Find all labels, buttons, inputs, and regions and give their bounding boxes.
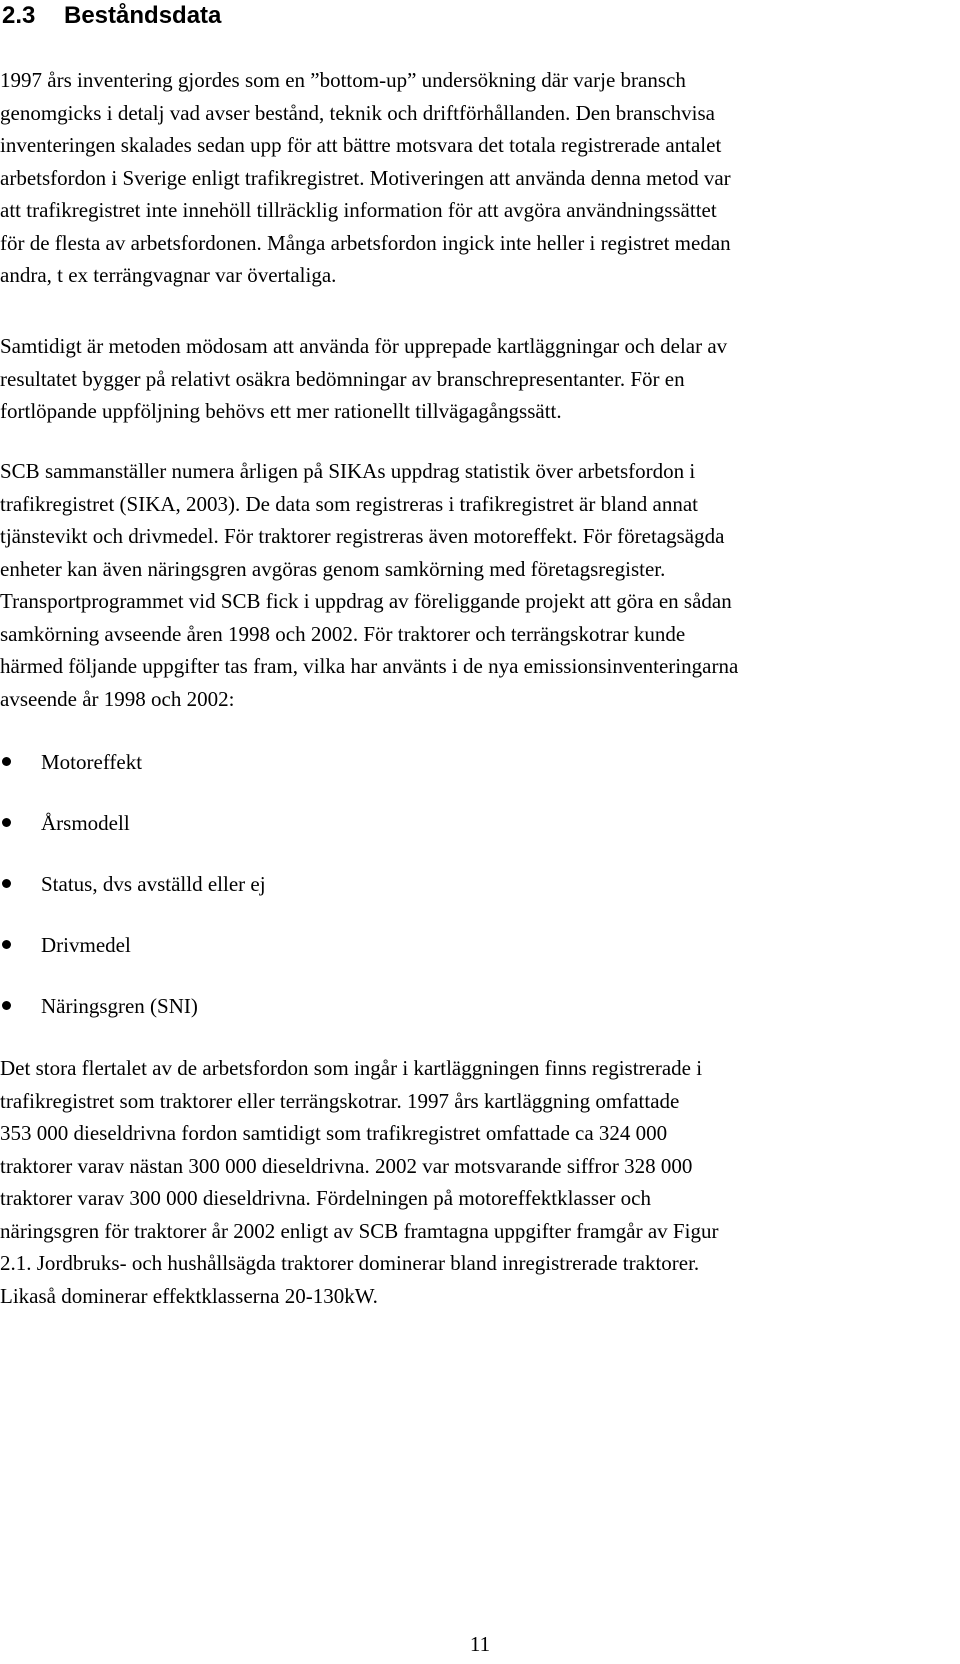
text-line: 353 000 dieseldrivna fordon samtidigt som trafikregistret omfattade ca 324 000 <box>0 1121 668 1145</box>
text-line: att trafikregistret inte innehöll tillräcklig information för att avgöra användningssättet <box>0 198 717 222</box>
text-line: tjänstevikt och drivmedel. För traktorer registreras även motoreffekt. För företagsägda <box>0 524 725 548</box>
text-line: SCB sammanställer numera årligen på SIKAs uppdrag statistik över arbetsfordon i <box>0 459 696 483</box>
bullet-icon <box>2 879 11 888</box>
text-line: andra, t ex terrängvagnar var övertaliga. <box>0 263 337 287</box>
text-line: trafikregistret (SIKA, 2003). De data som registreras i trafikregistret är bland annat <box>0 491 699 516</box>
page-number-label: 11 <box>469 1632 491 1656</box>
text-line: samkörning avseende åren 1998 och 2002. För traktorer och terrängskotrar kunde <box>0 621 686 646</box>
text-line: näringsgren för traktorer år 2002 enligt av SCB framtagna uppgifter framgår av Figur <box>0 1218 719 1243</box>
section-title: Beståndsdata <box>64 2 222 29</box>
bullet-icon <box>2 757 11 766</box>
text-line: resultatet bygger på relativt osäkra bedömningar av branschrepresentanter. För en <box>0 366 685 391</box>
text-line: Likaså dominerar effektklasserna 20-130kW. <box>0 1283 378 1308</box>
text-line: fortlöpande uppföljning behövs ett mer rationellt tillvägagångssätt. <box>0 399 562 423</box>
text-line: härmed följande uppgifter tas fram, vilka har använts i de nya emissionsinventeringarna <box>0 654 739 678</box>
list-item-label: Årsmodell <box>41 811 130 835</box>
text-line: Samtidigt är metoden mödosam att använda för upprepade kartläggningar och delar av <box>0 334 728 358</box>
paragraph-registry-summary <box>0 1052 928 1312</box>
bullet-icon <box>2 940 11 949</box>
text-line: för de flesta av arbetsfordonen. Många arbetsfordon ingick inte heller i registret medan <box>0 230 731 255</box>
text-line: enheter kan även näringsgren avgöras genom samkörning med företagsregister. <box>0 556 666 581</box>
text-line: trafikregistret som traktorer eller terrängskotrar. 1997 års kartläggning omfattade <box>0 1088 680 1113</box>
text-line: Det stora flertalet av de arbetsfordon som ingår i kartläggningen finns registrerade i <box>0 1056 703 1080</box>
section-number: 2.3 <box>2 2 36 29</box>
bullet-icon <box>2 818 11 827</box>
paragraph-scb-statistics <box>0 455 928 715</box>
text-line: inventeringen skalades sedan upp för att bättre motsvara det totala registrerade antalet <box>0 133 722 157</box>
paragraph-inventory-method <box>0 64 928 292</box>
section-heading <box>2 0 221 32</box>
page-number <box>0 1628 960 1660</box>
paragraph-method-drawbacks <box>0 330 928 428</box>
text-line: traktorer varav nästan 300 000 dieseldrivna. 2002 var motsvarande siffror 328 000 <box>0 1153 693 1178</box>
list-item-label: Näringsgren (SNI) <box>41 994 198 1018</box>
list-item-label: Status, dvs avställd eller ej <box>41 872 266 896</box>
text-line: traktorer varav 300 000 dieseldrivna. Fördelningen på motoreffektklasser och <box>0 1186 651 1210</box>
list-item-label: Drivmedel <box>41 933 131 957</box>
list-item-label: Motoreffekt <box>41 750 143 774</box>
text-line: genomgicks i detalj vad avser bestånd, teknik och driftförhållanden. Den branschvisa <box>0 100 715 125</box>
text-line: 1997 års inventering gjordes som en ”bottom-up” undersökning där varje bransch <box>0 68 686 92</box>
bullet-icon <box>2 1001 11 1010</box>
text-line: arbetsfordon i Sverige enligt trafikregistret. Motiveringen att använda denna metod var <box>0 165 731 190</box>
text-line: 2.1. Jordbruks- och hushållsägda traktorer dominerar bland inregistrerade traktorer. <box>0 1251 700 1275</box>
text-line: Transportprogrammet vid SCB fick i uppdrag av föreliggande projekt att göra en sådan <box>0 589 732 613</box>
text-line: avseende år 1998 och 2002: <box>0 686 235 711</box>
